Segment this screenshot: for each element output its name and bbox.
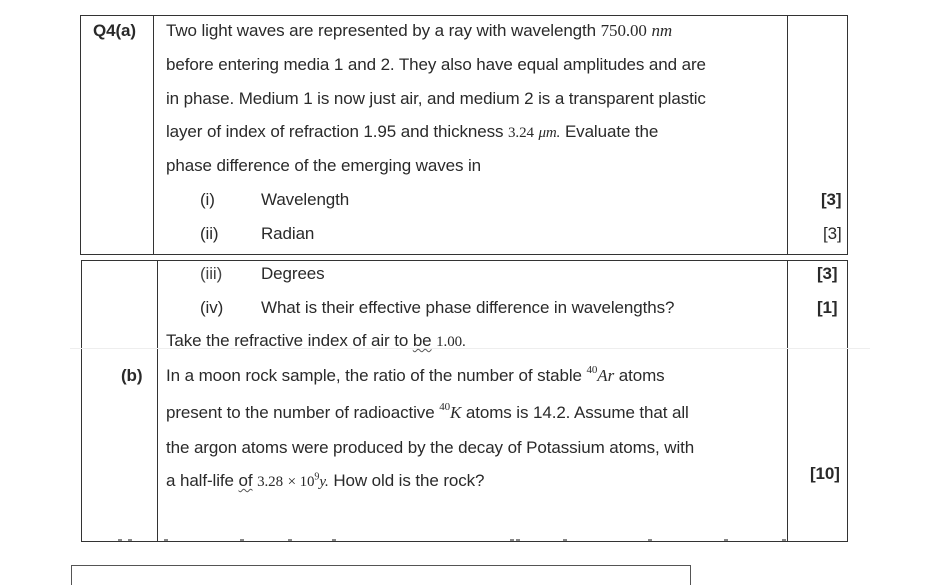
question-label-b: (b) (121, 366, 143, 385)
item-marks: [3] (821, 190, 842, 209)
text-segment: Two light waves are represented by a ray with wavelength (166, 21, 597, 40)
question-b-marks: [10] (810, 464, 840, 483)
text-segment: Take the refractive index of air to (166, 331, 409, 350)
argon-mass-number: 40 (586, 364, 598, 376)
halflife-exponent: 9 (314, 471, 320, 483)
halflife-mantissa: 3.28 (257, 474, 283, 490)
item-marks: [3] (823, 224, 842, 243)
thickness-unit: μm. (538, 125, 561, 141)
halflife-unit: y. (319, 474, 329, 490)
item-text: Wavelength (261, 190, 350, 209)
air-index-note (166, 331, 466, 351)
item-text: What is their effective phase difference in wavelengths? (261, 298, 675, 317)
column-divider (787, 261, 788, 541)
question-b-line-3: the argon atoms were produced by the decay of Potassium atoms, with (166, 438, 695, 457)
wavelength-value: 750.00 (600, 21, 647, 40)
air-index-value: 1.00. (436, 334, 466, 350)
question-line-1 (166, 21, 672, 41)
item-text: Degrees (261, 264, 325, 283)
potassium-mass-number: 40 (439, 401, 450, 413)
halflife-times: × 10 (287, 474, 315, 490)
item-number: (iv) (200, 298, 224, 317)
text-segment: How old is the rock? (333, 471, 485, 490)
question-line-4 (166, 122, 658, 142)
column-divider (157, 261, 158, 541)
question-line-2: before entering media 1 and 2. They also have equal amplitudes and are (166, 55, 706, 74)
text-segment: atoms (618, 366, 665, 385)
question-line-5: phase difference of the emerging waves in (166, 156, 482, 175)
text-segment: In a moon rock sample, the ratio of the number of stable (166, 366, 582, 385)
question-b-line-4 (166, 471, 484, 491)
text-segment: Evaluate the (564, 122, 659, 141)
question-b-line-2 (166, 403, 689, 423)
question-line-3: in phase. Medium 1 is now just air, and medium 2 is a transparent plastic (166, 89, 706, 108)
next-question-box (71, 565, 691, 585)
item-number: (i) (200, 190, 215, 209)
potassium-symbol: K (450, 403, 462, 422)
wavelength-unit: nm (651, 21, 673, 40)
text-segment: of (238, 471, 253, 490)
item-marks: [1] (817, 298, 838, 317)
text-segment: present to the number of radioactive (166, 403, 435, 422)
text-segment: atoms is 14.2. Assume that all (465, 403, 689, 422)
cut-off-text-row (118, 539, 788, 543)
question-b-line-1 (166, 366, 665, 386)
argon-symbol: Ar (597, 366, 615, 385)
thickness-value: 3.24 (508, 125, 534, 141)
text-segment: be (412, 331, 432, 350)
column-divider (787, 16, 788, 254)
item-number: (iii) (200, 264, 223, 283)
text-segment: layer of index of refraction 1.95 and thickness (166, 122, 504, 141)
question-label-q4a: Q4(a) (93, 21, 136, 40)
text-segment: a half-life (166, 471, 234, 490)
column-divider (153, 16, 154, 254)
item-text: Radian (261, 224, 315, 243)
item-number: (ii) (200, 224, 219, 243)
item-marks: [3] (817, 264, 838, 283)
